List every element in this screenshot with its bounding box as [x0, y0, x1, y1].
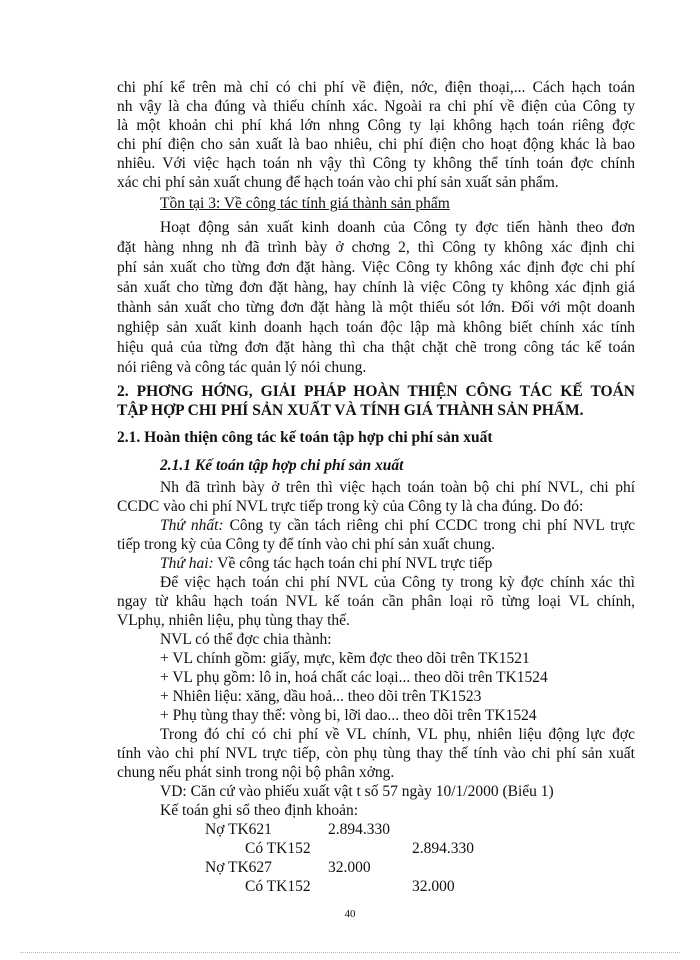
text-line: xác chi phí sản xuất chung để hạch toán vào chi phí sản xuất sản phẩm. [117, 174, 559, 191]
text-line: Hoạt động sản xuất kinh doanh của Công ty đợc tiến hành theo đơn [160, 219, 635, 236]
page-bottom-rule [20, 952, 680, 953]
text-line: 2.1.1 Kế toán tập hợp chi phí sản xuất [160, 457, 404, 474]
text-line: Để việc hạch toán chi phí NVL của Công ty trong kỳ đợc chính xác thì [160, 574, 635, 591]
text-line: Thứ nhất: Công ty cần tách riêng chi phí CCDC trong chi phí NVL trực [160, 517, 635, 534]
text-line: chung nếu phát sinh trong nội bộ phân xởng. [117, 764, 395, 781]
text-line: sản xuất cho từng đơn đặt hàng, hay chính là việc Công ty không xác định giá [117, 279, 635, 296]
text-line: là một khoản chi phí khá lớn nhng Công ty lại không hạch toán riêng đợc [117, 117, 635, 134]
text-line: 2.894.330 [328, 821, 390, 838]
text-line: đặt hàng nhng nh đã trình bày ở chơng 2, thì Công ty không xác định chi [117, 239, 635, 256]
text-line: Tồn tại 3: Về công tác tính giá thành sản phẩm [160, 195, 450, 212]
text-line: nhiêu. Với việc hạch toán nh vậy thì Công ty không thể tính toán đợc chính [117, 155, 635, 172]
text-line: CCDC vào chi phí NVL trực tiếp trong kỳ của Công ty là cha đúng. Do đó: [117, 498, 584, 515]
page-number: 40 [344, 908, 356, 920]
text-line: Nợ TK627 [205, 859, 272, 876]
text-line: tiếp trong kỳ của Công ty để tính vào chi phí sản xuất chung. [117, 536, 495, 553]
text-line: 2. PHƠNG HỚNG, GIẢI PHÁP HOÀN THIỆN CÔNG TÁC KẾ TOÁN [117, 383, 635, 400]
text-line: nh vậy là cha đúng và thiếu chính xác. Ngoài ra chi phí về điện của Công ty [117, 98, 635, 115]
text-line: NVL có thể đợc chia thành: [160, 631, 332, 648]
text-line: 2.1. Hoàn thiện công tác kế toán tập hợp chi phí sản xuất [117, 429, 493, 446]
text-line: phí sản xuất cho từng đơn đặt hàng. Việc Công ty không xác định đợc chi phí [117, 259, 635, 276]
text-line: VLphụ, nhiên liệu, phụ tùng thay thế. [117, 612, 350, 629]
italic-lead: Thứ nhất: [160, 517, 224, 534]
italic-lead: Thứ hai: [160, 555, 214, 572]
text-line: TẬP HỢP CHI PHÍ SẢN XUẤT VÀ TÍNH GIÁ THÀNH SẢN PHẨM. [117, 402, 584, 419]
text-line: 32.000 [328, 859, 371, 876]
text-line: nghiệp sản xuất kinh doanh hạch toán độc lập mà không biết chính xác tính [117, 319, 635, 336]
text-line: Trong đó chỉ có chi phí về VL chính, VL phụ, nhiên liệu động lực đợc [160, 726, 635, 743]
text-line: nói riêng và công tác quản lý nói chung. [117, 359, 367, 376]
text-line: VD: Căn cứ vào phiếu xuất vật t số 57 ngày 10/1/2000 (Biểu 1) [160, 783, 554, 800]
text-line: Nh đã trình bày ở trên thì việc hạch toán toàn bộ chi phí NVL, chi phí [160, 479, 635, 496]
text-line: + Nhiên liệu: xăng, dầu hoả... theo dõi trên TK1523 [160, 688, 482, 705]
text-line: 32.000 [412, 878, 455, 895]
text-line: ngay từ khâu hạch toán NVL kế toán cần phân loại rõ từng loại VL chính, [117, 593, 635, 610]
text-line: + VL chính gồm: giấy, mực, kẽm đợc theo dõi trên TK1521 [160, 650, 530, 667]
text-line: + VL phụ gồm: lô in, hoá chất các loại... theo dõi trên TK1524 [160, 669, 548, 686]
text-line: Có TK152 [245, 840, 311, 857]
text-line: chi phí kể trên mà chỉ có chi phí về điện, nớc, điện thoại,... Cách hạch toán [117, 79, 635, 96]
text-line: Kế toán ghi sổ theo định khoản: [160, 802, 359, 819]
text-line: Nợ TK621 [205, 821, 272, 838]
text-line: hiệu quả của từng đơn đặt hàng thì cha thật chặt chẽ trong công tác kế toán [117, 339, 635, 356]
text-line: Có TK152 [245, 878, 311, 895]
text-line: chi phí điện cho sản xuất là bao nhiêu, chi phí điện cho hoạt động khác là bao [117, 136, 635, 153]
text-line: thành sản xuất cho từng đơn đặt hàng là một thiếu sót lớn. Đối với một doanh [117, 299, 635, 316]
text-line: Thứ hai: Về công tác hạch toán chi phí NVL trực tiếp [160, 555, 493, 572]
text-line: tính vào chi phí NVL trực tiếp, còn phụ tùng thay thế tính vào chi phí sản xuất [117, 745, 635, 762]
text-line: 2.894.330 [412, 840, 474, 857]
text-line: + Phụ tùng thay thế: vòng bi, lỡi dao... theo dõi trên TK1524 [160, 707, 537, 724]
